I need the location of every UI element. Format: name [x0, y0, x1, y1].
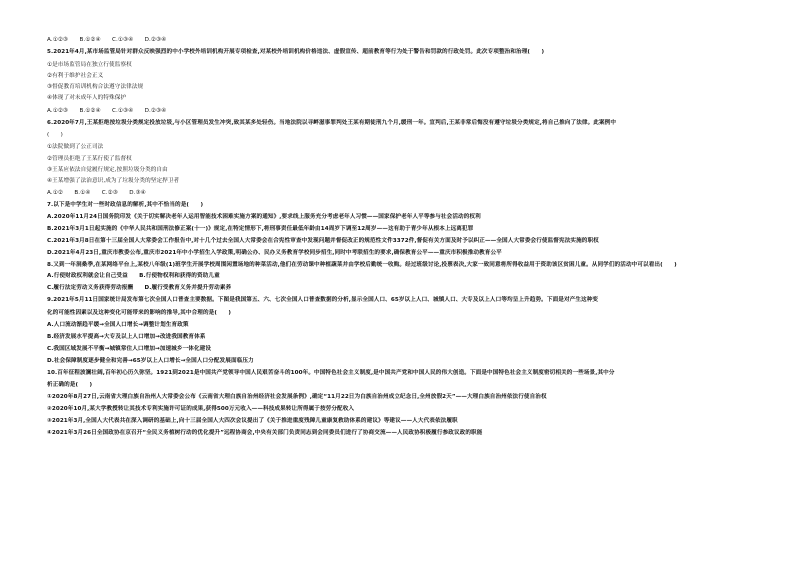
- q6-statement-4: ④王某增强了法治意识,成为了垃圾分类的坚定捍卫者: [47, 178, 180, 184]
- q6-options: A.①② B.①④ C.②③ D.③④: [47, 190, 146, 196]
- q6-statement-1: ①法院做到了公正司法: [47, 144, 104, 150]
- q10-statement-3: ③2021年3月,全国人大代表共在深入调研的基础上,向十三届全国人大四次会议提出了《关于推进重度残障儿童康复救助体系的建议》等建议——人大代表依法履职: [47, 418, 458, 424]
- q6-stem-end: ( ): [47, 132, 63, 138]
- q9-option-b: B.经济发展水平提高→大专及以上人口增加→改进我国教育体系: [47, 334, 206, 340]
- q7-option-a: A.2020年11月24日国务院印发《关于切实解决老年人运用智能技术困难实施方案的通知》,要求线上服务充分考虑老年人习惯——国家保护老年人平等参与社会活动的权利: [47, 214, 481, 220]
- q9-stem-end: 化的可能性因素以及这种变化可能带来的影响的推导,其中合理的是( ): [47, 310, 232, 316]
- q6-stem: 6.2020年7月,王某拒绝按垃圾分类规定投放垃圾,与小区管理员发生冲突,致其某多处轻伤。当地法院以寻衅滋事罪判处王某有期徒刑九个月,缓刑一年。宣判后,王某非常后悔没有遵守垃圾分类规定,将自己推向了法律。此案例中: [47, 120, 617, 126]
- q7-option-b: B.2021年3月1日起实施的《中华人民共和国刑法修正案(十一)》规定,在特定情形下,将刑事责任最低年龄由14周岁下调至12周岁——这有助于青少年从根本上远离犯罪: [47, 226, 474, 232]
- q7-option-d: D.2021年4月23日,重庆市教委公布,重庆市2021年中小学招生入学政策,明确公办、民办义务教育学校同步招生,同时中考联招生的要求,确保教育公平——重庆市积极推动教育公平: [47, 250, 502, 256]
- q10-stem: 10.百年征程波澜壮阔,百年初心历久弥坚。1921到2021是中国共产党领导中国人民艰苦奋斗的100年。中国特色社会主义制度,是中国共产党和中国人民的伟大创造。下面是中国特色社会主义制度密切相关的一些场景,其中分: [47, 370, 615, 376]
- q6-statement-3: ③王某应依法自觉履行规定,按照垃圾分类的自由: [47, 167, 168, 173]
- q5-statement-3: ③督促教育培训机构合法遵守法律法规: [47, 84, 144, 90]
- q9-option-a: A.人口流动渐趋平缓→全国人口增长→调整计划生育政策: [47, 322, 189, 328]
- q10-stem-end: 析正确的是( ): [47, 382, 93, 388]
- q5-statement-2: ②有利于维护社会正义: [47, 73, 104, 79]
- q7-option-c: C.2021年3月8日在第十三届全国人大常委会工作报告中,对十几个过去全国人大常委会在合宪性审查中发现问题并督促改正的规范性文件3372件,督促有关方面及时予以纠正——全国人大常委会行使监督宪法实施的职权: [47, 238, 599, 244]
- q10-statement-1: ①2020年8月27日,云南省大理白族自治州人大常委会公布《云南省大理白族自治州经济社会发展条例》,确定“11月22日为白族自治州成立纪念日,全州放假2天”——大理白族自治州依法行使自治权: [47, 394, 547, 400]
- q9-option-c: C.我国区域发展不平衡→城镇常住人口增加→加速城乡一体化建设: [47, 346, 212, 352]
- q4-options: A.①②③ B.①②④ C.①③④ D.②③④: [47, 37, 167, 43]
- q8-options-cd: C.履行法定劳动义务获得劳动报酬 D.履行受教育义务并提升劳动素养: [47, 285, 232, 291]
- q6-statement-2: ②管理员拒绝了王某行使了监督权: [47, 156, 132, 162]
- q5-options: A.①②③ B.①②④ C.①③④ D.②③④: [47, 108, 167, 114]
- q9-option-d: D.社会保障制度逐步健全和完善→65岁以上人口增长→全国人口分配发展面临压力: [47, 358, 254, 364]
- q5-statement-4: ④体现了对未成年人的特殊保护: [47, 95, 127, 101]
- q5-statement-1: ①是市场监管局在独立行使监察权: [47, 62, 132, 68]
- q8-options-ab: A.行使财政权利就会让自己受益 B.行使物权利和获得的资助儿童: [47, 273, 220, 279]
- q7-stem: 7.以下是中学生对一些时政信息的解析,其中不恰当的是( ): [47, 202, 204, 208]
- q5-stem: 5.2021年4月,某市场监管局针对群众反映强烈的中小学校外培训机构开展专项检查,对某校外培训机构价格违法、虚假宣传、超前教育等行为处于警告和罚款的行政处罚。此次专项整治和治理( ): [47, 49, 545, 55]
- q9-stem: 9.2021年5月11日国家统计局发布第七次全国人口普查主要数据。下图是我国第五、六、七次全国人口普查数据的分析,显示全国人口、65岁以上人口、城镇人口、大专及以上人口等均呈上升趋势。下面是对产生这种变: [47, 297, 599, 303]
- q10-statement-2: ②2020年10月,某大学教授转让其技术专利实施许可证的成果,获得500万元收入——科技成果转让所得属于按劳分配收入: [47, 406, 355, 412]
- q8-stem: 8.又到一年洞桑季,在某网络平台上,某校八年级(1)班学生开展学校周围闲置场地的种菜活动,他们在劳动课中种植蔬菜并由学校后勤统一收购。经过班级讨论,投票表决,大家一致同意将所得收益用于资助该区贫困儿童。从同学们的活动中可以看出( ): [47, 262, 677, 268]
- q10-statement-4: ④2021年3月26日全国政协在京召开“全民义务植树行动的优化提升”远程协商会,中央有关部门负责同志到会同委员们进行了协商交流——人民政协积极履行参政议政的职能: [47, 430, 483, 436]
